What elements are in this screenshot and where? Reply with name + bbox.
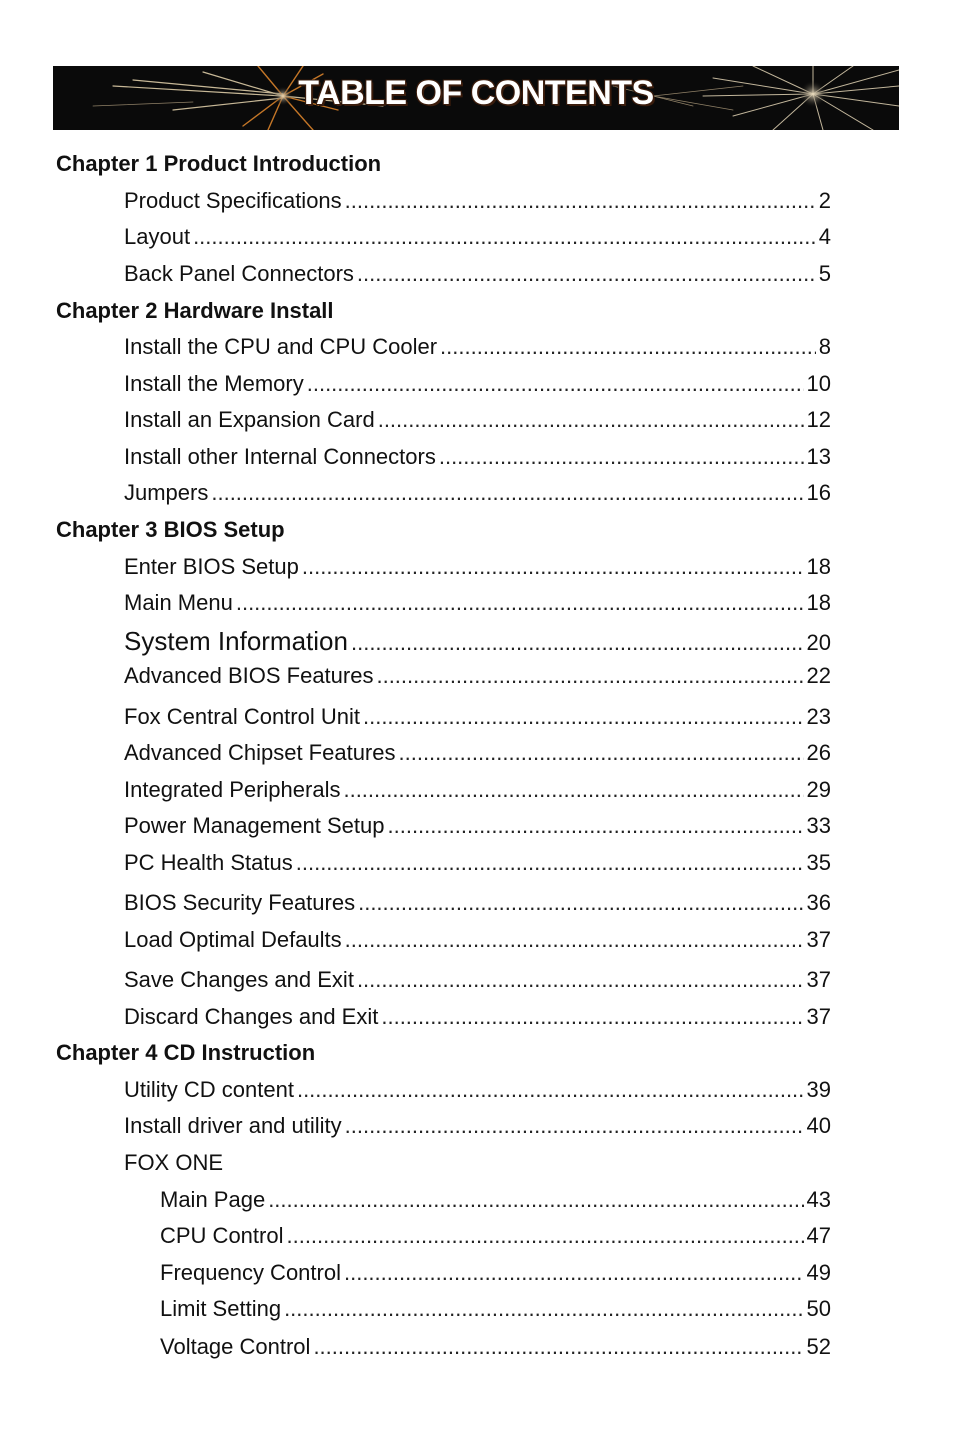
toc-entry-label: Main Menu — [124, 590, 233, 615]
toc-page-number: 23 — [806, 704, 831, 729]
toc-entry[interactable] — [124, 1004, 831, 1034]
dot-leader — [286, 1223, 803, 1249]
toc-page-number: 52 — [806, 1334, 831, 1359]
toc-page-number: 43 — [806, 1187, 831, 1212]
toc-page-number: 13 — [806, 444, 831, 469]
dot-leader — [236, 590, 804, 616]
toc-page-number: 35 — [806, 850, 831, 875]
toc-entry-label: Enter BIOS Setup — [124, 554, 299, 579]
toc-entry-label: Fox Central Control Unit — [124, 704, 360, 729]
toc-page-number: 39 — [806, 1077, 831, 1102]
toc-entry[interactable] — [124, 444, 831, 474]
toc-entry-label: Back Panel Connectors — [124, 261, 354, 286]
toc-page-number: 18 — [806, 590, 831, 615]
dot-leader — [345, 1113, 804, 1139]
toc-entry[interactable] — [124, 554, 831, 584]
toc-entry-label: Install the CPU and CPU Cooler — [124, 334, 438, 359]
toc-entry[interactable] — [124, 813, 831, 843]
toc-entry[interactable] — [124, 1113, 831, 1143]
toc-chapter-heading: Chapter 3 BIOS Setup — [56, 517, 285, 542]
toc-page-number: 40 — [806, 1113, 831, 1138]
toc-page-number: 4 — [818, 224, 831, 249]
dot-leader — [376, 663, 803, 689]
toc-entry-label: Product Specifications — [124, 188, 342, 213]
toc-page-number: 2 — [818, 188, 831, 213]
toc-entry[interactable] — [124, 188, 831, 218]
toc-page-number: 36 — [806, 890, 831, 915]
toc-entry[interactable] — [124, 480, 831, 510]
toc-chapter-heading: Chapter 2 Hardware Install — [56, 298, 334, 323]
toc-entry-label: Save Changes and Exit — [124, 967, 354, 992]
toc-entry[interactable] — [160, 1260, 831, 1290]
toc-page-number: 26 — [806, 740, 831, 765]
toc-entry[interactable] — [124, 590, 831, 620]
dot-leader — [345, 927, 804, 953]
toc-entry-label: Layout — [124, 224, 191, 249]
dot-leader — [343, 777, 803, 803]
dot-leader — [211, 480, 803, 506]
toc-page-number: 22 — [806, 663, 831, 688]
toc-page-number: 12 — [806, 407, 831, 432]
toc-page-number: 16 — [806, 480, 831, 505]
toc-entry[interactable] — [160, 1223, 831, 1253]
dot-leader — [357, 967, 804, 993]
toc-entry-label: BIOS Security Features — [124, 890, 356, 915]
dot-leader — [284, 1296, 803, 1322]
toc-entry[interactable] — [124, 407, 831, 437]
toc-entry-label: Install the Memory — [124, 371, 304, 396]
toc-entry[interactable] — [124, 261, 831, 291]
toc-entry-label: Load Optimal Defaults — [124, 927, 342, 952]
toc-entry[interactable] — [124, 663, 831, 693]
dot-leader — [268, 1187, 803, 1213]
dot-leader — [344, 1260, 804, 1286]
toc-entry-label: Utility CD content — [124, 1077, 294, 1102]
toc-entry-label: CPU Control — [160, 1223, 284, 1248]
toc-page-number: 33 — [806, 813, 831, 838]
toc-page-number: 10 — [806, 371, 831, 396]
toc-entry[interactable] — [124, 967, 831, 997]
toc-page-number: 18 — [806, 554, 831, 579]
toc-section-heading: FOX ONE — [124, 1150, 224, 1175]
toc-entry-label: Advanced BIOS Features — [124, 663, 374, 688]
toc-entry[interactable] — [124, 1077, 831, 1107]
toc-entry[interactable] — [124, 850, 831, 880]
dot-leader — [399, 740, 804, 766]
toc-entry-label: Install other Internal Connectors — [124, 444, 436, 469]
toc-entry-label: Limit Setting — [160, 1296, 282, 1321]
toc-entry-label: Discard Changes and Exit — [124, 1004, 379, 1029]
toc-entry[interactable] — [124, 224, 831, 254]
dot-leader — [440, 334, 816, 360]
toc-entry-label: System Information — [124, 626, 348, 656]
toc-entry[interactable] — [124, 371, 831, 401]
dot-leader — [363, 704, 804, 730]
toc-entry[interactable] — [124, 740, 831, 770]
toc-entry[interactable] — [124, 927, 831, 957]
toc-page-number: 37 — [806, 927, 831, 952]
toc-chapter-heading: Chapter 1 Product Introduction — [56, 151, 382, 176]
toc-page-number: 8 — [818, 334, 831, 359]
toc-entry-label: Install an Expansion Card — [124, 407, 375, 432]
toc-entry[interactable] — [124, 334, 831, 364]
toc-entry-label: Voltage Control — [160, 1334, 311, 1359]
toc-entry[interactable] — [160, 1187, 831, 1217]
dot-leader — [313, 1334, 803, 1360]
dot-leader — [296, 850, 804, 876]
toc-page-number: 29 — [806, 777, 831, 802]
dot-leader — [439, 444, 804, 470]
toc-page-number: 37 — [806, 967, 831, 992]
dot-leader — [357, 261, 816, 287]
toc-page-number: 20 — [806, 630, 831, 655]
dot-leader — [378, 407, 804, 433]
dot-leader — [381, 1004, 803, 1030]
toc-entry-label: Main Page — [160, 1187, 266, 1212]
dot-leader — [297, 1077, 804, 1103]
toc-entry-label: PC Health Status — [124, 850, 293, 875]
dot-leader — [358, 890, 803, 916]
toc-entry[interactable] — [160, 1334, 831, 1364]
toc-page-number: 49 — [806, 1260, 831, 1285]
toc-page-number: 37 — [806, 1004, 831, 1029]
toc-entry[interactable] — [124, 890, 831, 920]
toc-entry-label: Frequency Control — [160, 1260, 341, 1285]
dot-leader — [193, 224, 816, 250]
toc-entry-label: Advanced Chipset Features — [124, 740, 396, 765]
toc-chapter-heading: Chapter 4 CD Instruction — [56, 1040, 316, 1065]
dot-leader — [307, 371, 804, 397]
toc-entry[interactable] — [124, 777, 831, 807]
toc-entry-label: Integrated Peripherals — [124, 777, 341, 802]
toc-page-number: 47 — [806, 1223, 831, 1248]
toc-entry[interactable] — [124, 704, 831, 734]
toc-entry-label: Install driver and utility — [124, 1113, 342, 1138]
dot-leader — [345, 188, 816, 214]
toc-entry-label: Power Management Setup — [124, 813, 385, 838]
toc-entry-label: Jumpers — [124, 480, 209, 505]
dot-leader — [351, 630, 804, 656]
header-banner — [53, 66, 899, 130]
dot-leader — [302, 554, 804, 580]
page-title: TABLE OF CONTENTS — [298, 74, 654, 112]
toc-page-number: 5 — [818, 261, 831, 286]
toc-entry[interactable] — [160, 1296, 831, 1326]
toc-entry[interactable] — [124, 626, 831, 656]
dot-leader — [388, 813, 804, 839]
toc-page-number: 50 — [806, 1296, 831, 1321]
